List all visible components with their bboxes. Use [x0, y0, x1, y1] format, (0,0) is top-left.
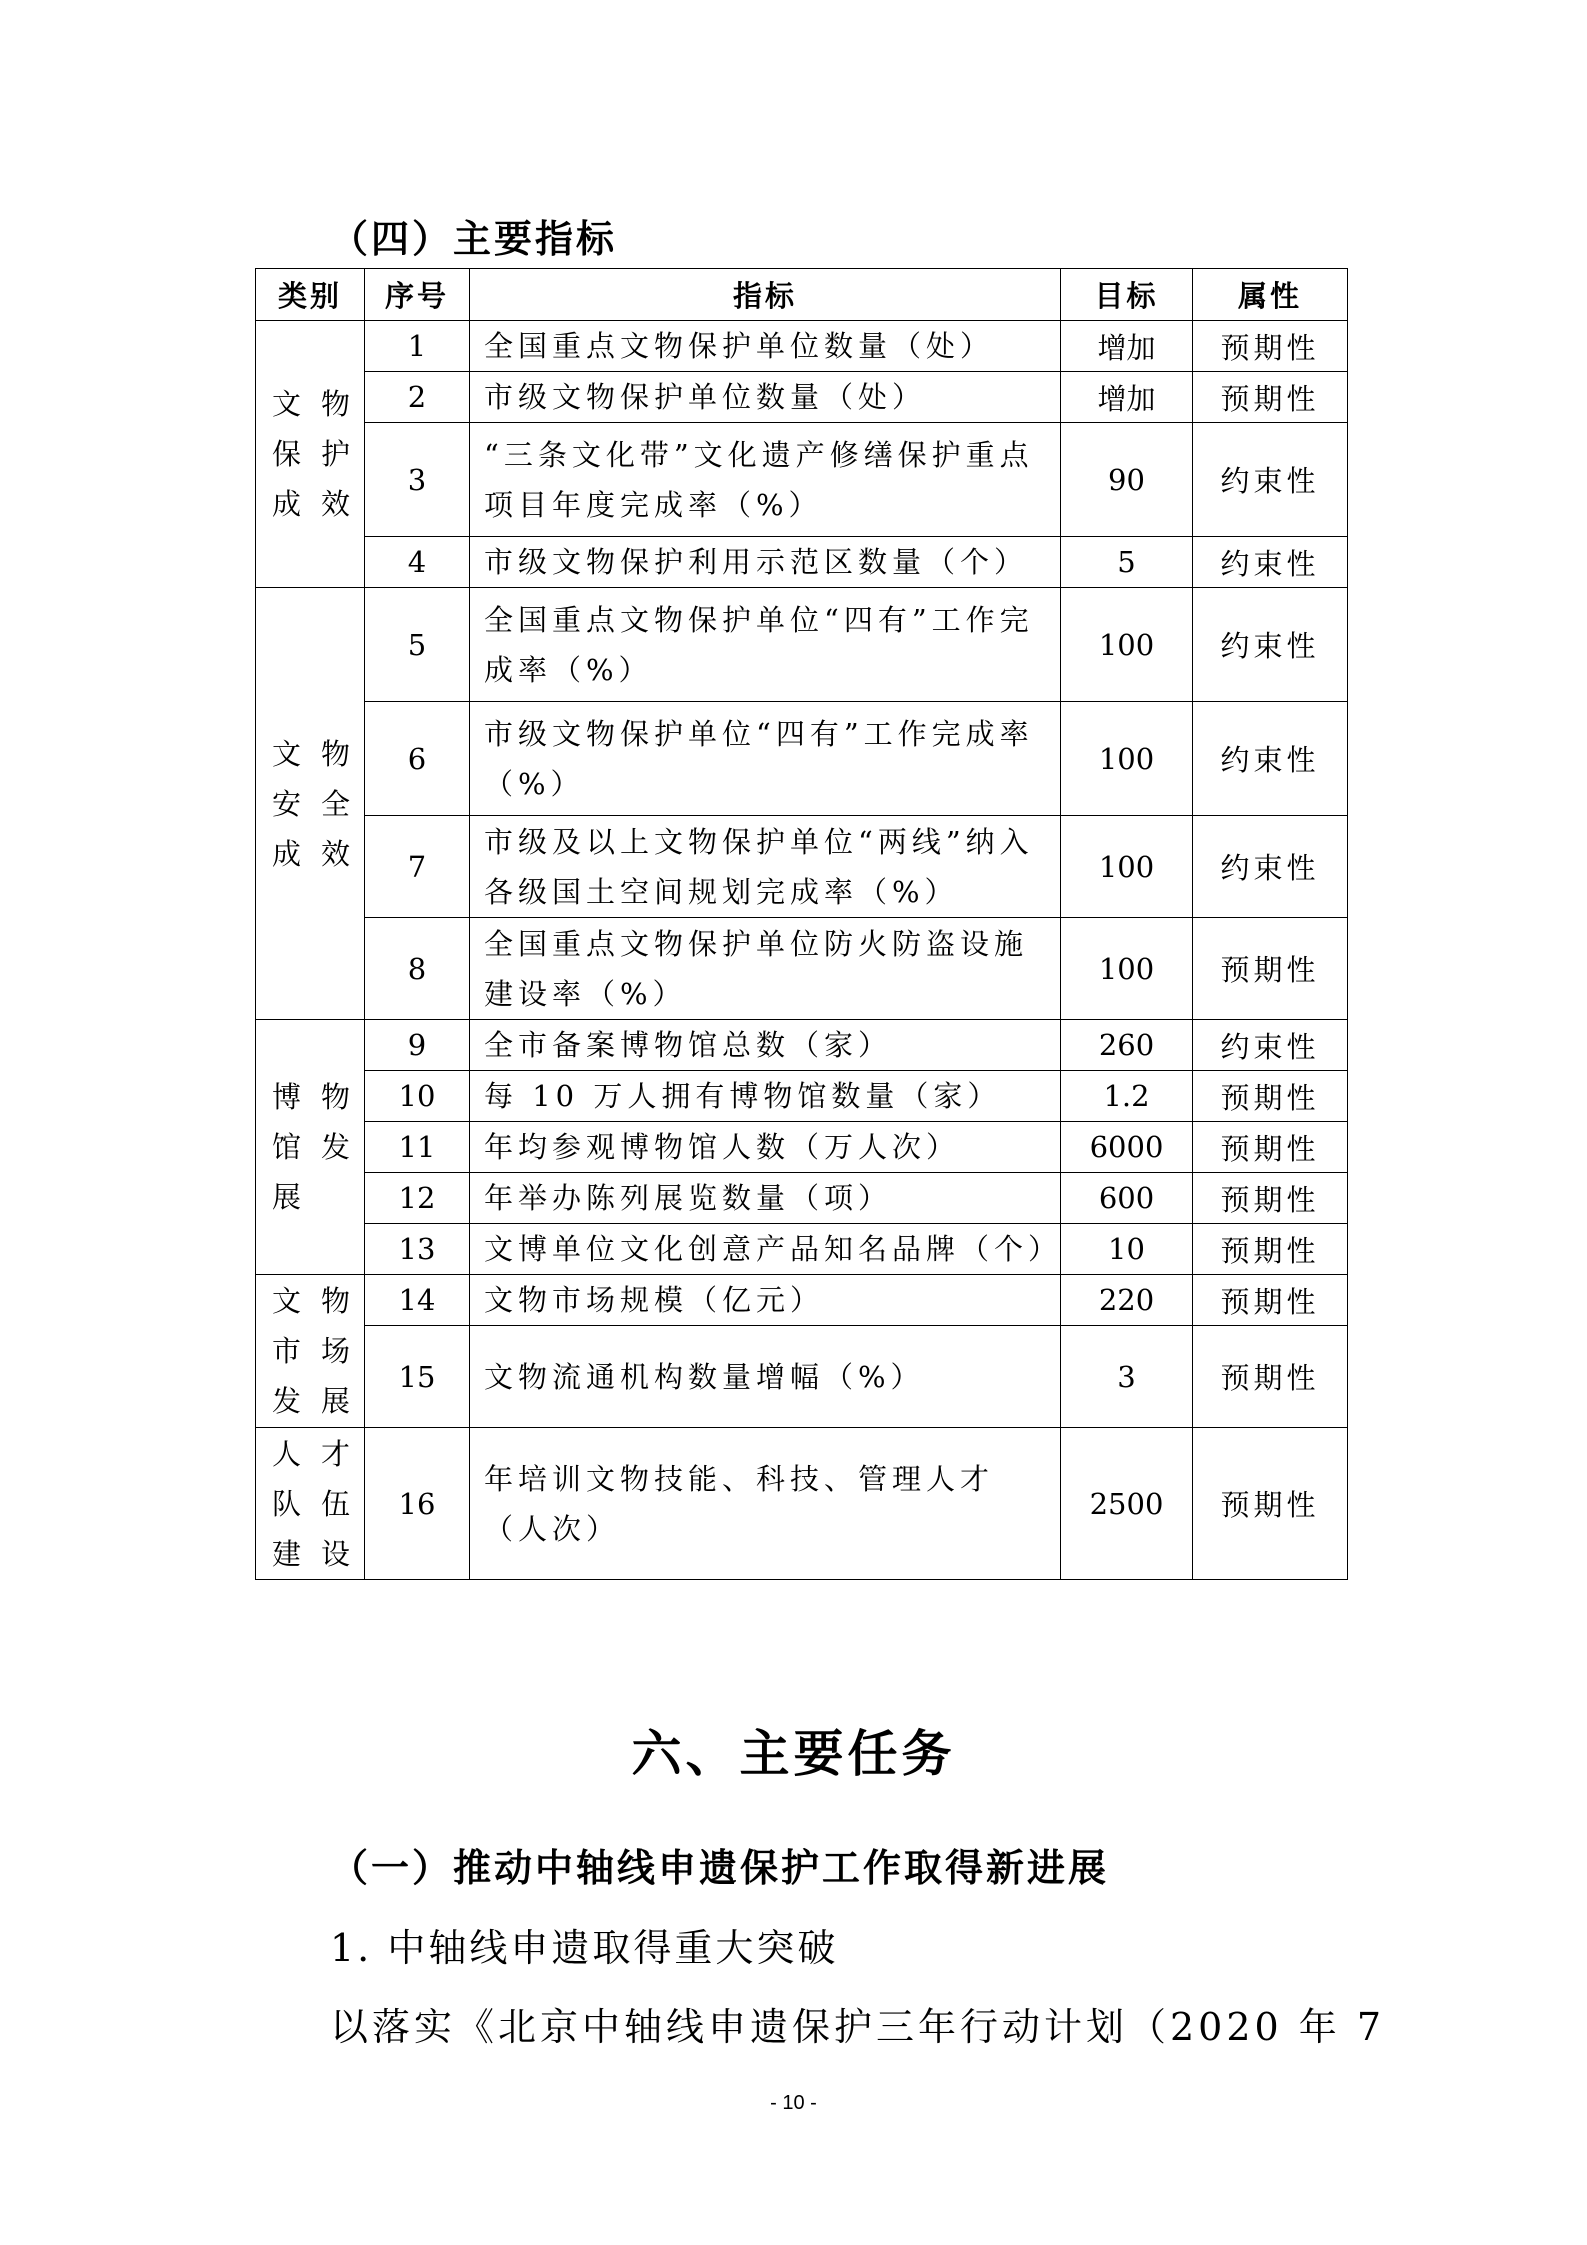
table-row [256, 1275, 1348, 1326]
table-row [256, 1020, 1348, 1071]
indicator-cell: 全国重点文物保护单位数量（处） [470, 321, 1061, 372]
seq-cell: 4 [365, 537, 470, 588]
table-row [256, 372, 1348, 423]
seq-cell: 14 [365, 1275, 470, 1326]
attribute-cell: 预期性 [1193, 1071, 1348, 1122]
table-row [256, 1428, 1348, 1580]
seq-cell: 12 [365, 1173, 470, 1224]
attribute-cell: 约束性 [1193, 537, 1348, 588]
attribute-cell: 预期性 [1193, 372, 1348, 423]
header-indicator: 指标 [470, 269, 1061, 321]
attribute-cell: 约束性 [1193, 423, 1348, 537]
table-row [256, 816, 1348, 918]
indicator-cell: 每 10 万人拥有博物馆数量（家） [470, 1071, 1061, 1122]
indicators-table [255, 268, 1348, 1580]
target-cell: 260 [1061, 1020, 1193, 1071]
seq-cell: 9 [365, 1020, 470, 1071]
indicator-cell: 年均参观博物馆人数（万人次） [470, 1122, 1061, 1173]
category-cell: 文 物 市 场 发 展 [256, 1275, 365, 1428]
indicator-cell: 市级文物保护单位数量（处） [470, 372, 1061, 423]
table-row [256, 702, 1348, 816]
header-attribute: 属性 [1193, 269, 1348, 321]
target-cell: 5 [1061, 537, 1193, 588]
seq-cell: 7 [365, 816, 470, 918]
table-row [256, 423, 1348, 537]
table-row [256, 1173, 1348, 1224]
seq-cell: 10 [365, 1071, 470, 1122]
seq-cell: 13 [365, 1224, 470, 1275]
target-cell: 100 [1061, 816, 1193, 918]
header-seq: 序号 [365, 269, 470, 321]
attribute-cell: 预期性 [1193, 1173, 1348, 1224]
category-cell: 文 物 保 护 成 效 [256, 321, 365, 588]
header-target: 目标 [1061, 269, 1193, 321]
target-cell: 1.2 [1061, 1071, 1193, 1122]
table-header-row [256, 269, 1348, 321]
table-row [256, 1326, 1348, 1428]
indicator-cell: 年举办陈列展览数量（项） [470, 1173, 1061, 1224]
indicator-cell: 文博单位文化创意产品知名品牌（个） [470, 1224, 1061, 1275]
indicator-cell: 文物流通机构数量增幅（%） [470, 1326, 1061, 1428]
item-heading: 1. 中轴线申遗取得重大突破 [330, 1926, 839, 1970]
header-category: 类别 [256, 269, 365, 321]
target-cell: 220 [1061, 1275, 1193, 1326]
table-row [256, 321, 1348, 372]
seq-cell: 5 [365, 588, 470, 702]
target-cell: 100 [1061, 918, 1193, 1020]
page-number: - 10 - [770, 2092, 817, 2114]
attribute-cell: 预期性 [1193, 321, 1348, 372]
attribute-cell: 预期性 [1193, 1326, 1348, 1428]
seq-cell: 6 [365, 702, 470, 816]
indicator-cell: 文物市场规模（亿元） [470, 1275, 1061, 1326]
indicator-cell: 市级文物保护单位“四有”工作完成率（%） [470, 702, 1061, 816]
attribute-cell: 约束性 [1193, 588, 1348, 702]
seq-cell: 8 [365, 918, 470, 1020]
attribute-cell: 预期性 [1193, 1275, 1348, 1326]
section-heading: （四）主要指标 [330, 216, 618, 261]
table-row [256, 1224, 1348, 1275]
table-row [256, 918, 1348, 1020]
attribute-cell: 约束性 [1193, 1020, 1348, 1071]
seq-cell: 1 [365, 321, 470, 372]
seq-cell: 16 [365, 1428, 470, 1580]
indicator-cell: 全市备案博物馆总数（家） [470, 1020, 1061, 1071]
seq-cell: 15 [365, 1326, 470, 1428]
indicator-cell: 市级及以上文物保护单位“两线”纳入各级国土空间规划完成率（%） [470, 816, 1061, 918]
attribute-cell: 预期性 [1193, 1428, 1348, 1580]
target-cell: 100 [1061, 588, 1193, 702]
target-cell: 90 [1061, 423, 1193, 537]
indicator-cell: 全国重点文物保护单位“四有”工作完成率（%） [470, 588, 1061, 702]
indicator-cell: 年培训文物技能、科技、管理人才（人次） [470, 1428, 1061, 1580]
seq-cell: 11 [365, 1122, 470, 1173]
category-cell: 人 才 队 伍 建 设 [256, 1428, 365, 1580]
seq-cell: 2 [365, 372, 470, 423]
table-row [256, 537, 1348, 588]
indicator-cell: 全国重点文物保护单位防火防盗设施建设率（%） [470, 918, 1061, 1020]
target-cell: 600 [1061, 1173, 1193, 1224]
table-row [256, 588, 1348, 702]
target-cell: 100 [1061, 702, 1193, 816]
attribute-cell: 约束性 [1193, 816, 1348, 918]
category-cell: 文 物 安 全 成 效 [256, 588, 365, 1020]
target-cell: 3 [1061, 1326, 1193, 1428]
sub-heading: （一）推动中轴线申遗保护工作取得新进展 [330, 1845, 1110, 1890]
indicator-cell: 市级文物保护利用示范区数量（个） [470, 537, 1061, 588]
body-paragraph: 以落实《北京中轴线申遗保护三年行动计划（2020 年 7 [330, 2005, 1386, 2049]
table-row [256, 1071, 1348, 1122]
attribute-cell: 预期性 [1193, 1122, 1348, 1173]
indicator-cell: “三条文化带”文化遗产修缮保护重点项目年度完成率（%） [470, 423, 1061, 537]
attribute-cell: 预期性 [1193, 918, 1348, 1020]
target-cell: 10 [1061, 1224, 1193, 1275]
target-cell: 6000 [1061, 1122, 1193, 1173]
attribute-cell: 约束性 [1193, 702, 1348, 816]
seq-cell: 3 [365, 423, 470, 537]
category-cell: 博 物 馆 发 展 [256, 1020, 365, 1275]
target-cell: 2500 [1061, 1428, 1193, 1580]
attribute-cell: 预期性 [1193, 1224, 1348, 1275]
table-row [256, 1122, 1348, 1173]
chapter-title: 六、主要任务 [631, 1725, 956, 1783]
target-cell: 增加 [1061, 321, 1193, 372]
target-cell: 增加 [1061, 372, 1193, 423]
